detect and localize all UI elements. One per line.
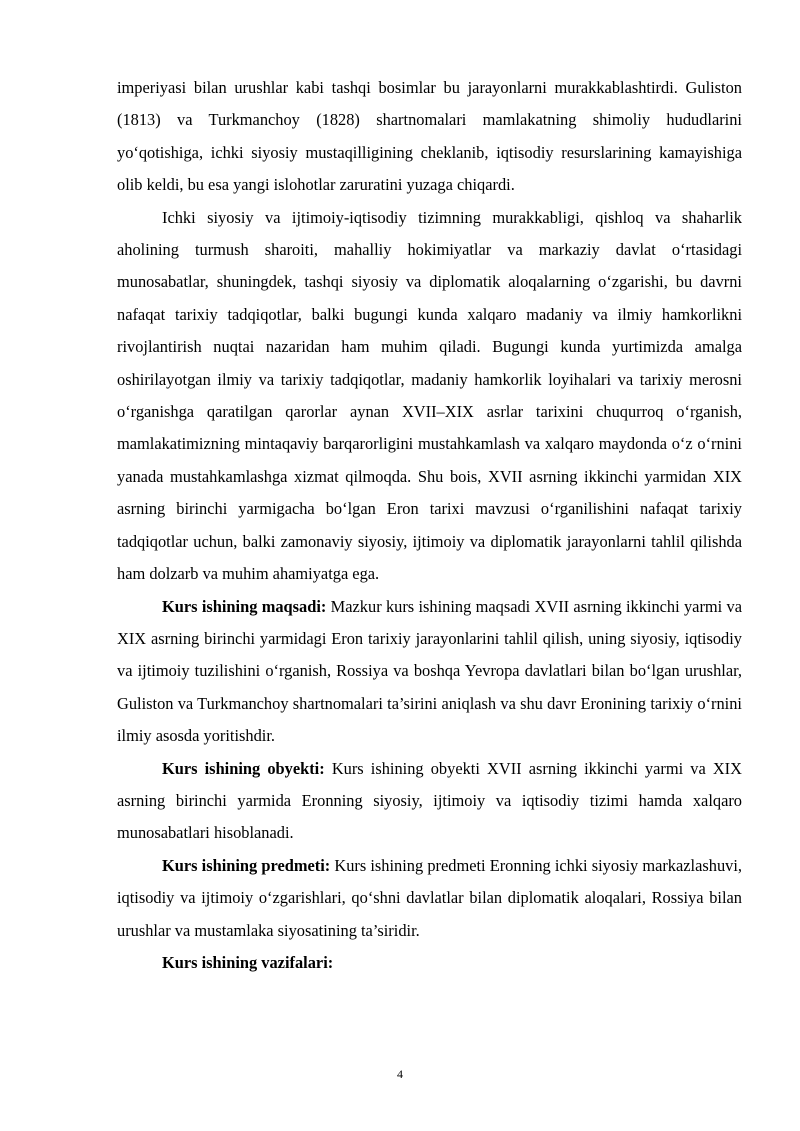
paragraph-object: [117, 753, 742, 850]
paragraph-lead: Kurs ishining predmeti:: [162, 855, 331, 875]
paragraph-tasks-heading: [117, 947, 742, 979]
page-number: 4: [397, 1067, 403, 1081]
paragraph-lead: Kurs ishining maqsadi:: [162, 596, 327, 616]
paragraph-text: Kurs ishining predmeti Eronning ichki siyosiy markazlashuvi, iqtisodiy va ijtimoiy o‘zgarishlari, qo‘shni davlatlar bilan diplomatik aloqalari, Rossiya bilan urushlar va mustamlaka siyosatining ta’siridir.: [117, 855, 742, 940]
document-body: [117, 72, 742, 979]
paragraph-continuation: [117, 72, 742, 202]
paragraph-lead: Kurs ishining obyekti:: [162, 758, 325, 778]
paragraph-text: imperiyasi bilan urushlar kabi tashqi bosimlar bu jarayonlarni murakkablashtirdi. Guliston (1813) va Turkmanchoy (1828) shartnomalari mamlakatning shimoliy hududlarini yo‘qotishiga, ichki siyosiy mustaqilligining cheklanib, iqtisodiy resurslarining kamayishiga olib keldi, bu esa yangi islohotlar zaruratini yuzaga chiqardi.: [117, 78, 742, 195]
paragraph-text: Mazkur kurs ishining maqsadi XVII asrning ikkinchi yarmi va XIX asrning birinchi yarmidagi Eron tarixiy jarayonlarini tahlil qilish, uning siyosiy, iqtisodiy va ijtimoiy tuzilishini o‘rganish, Rossiya va boshqa Yevropa davlatlari bilan bo‘lgan urushlar, Guliston va Turkmanchoy shartnomalari ta’sirini aniqlash va shu davr Eronining tarixiy o‘rnini ilmiy asosda yoritishdir.: [117, 596, 742, 746]
paragraph-text: Kurs ishining obyekti XVII asrning ikkinchi yarmi va XIX asrning birinchi yarmida Eronning siyosiy, ijtimoiy va iqtisodiy tizimi hamda xalqaro munosabatlari hisoblanadi.: [117, 758, 742, 843]
paragraph-subject: [117, 850, 742, 947]
paragraph-context: [117, 202, 742, 591]
paragraph-text: Ichki siyosiy va ijtimoiy-iqtisodiy tizimning murakkabligi, qishloq va shaharlik aholining turmush sharoiti, mahalliy hokimiyatlar va markaziy davlat o‘rtasidagi munosabatlar, shuningdek, tashqi siyosiy va diplomatik aloqalarning o‘zgarishi, bu davrni nafaqat tarixiy tadqiqotlar, balki bugungi kunda xalqaro madaniy va ilmiy hamkorlikni rivojlantirish nuqtai nazaridan ham muhim qiladi. Bugungi kunda yurtimizda amalga oshirilayotgan ilmiy va tarixiy tadqiqotlar, madaniy hamkorlik loyihalari va tarixiy merosni o‘rganishga qaratilgan qarorlar aynan XVII–XIX asrlar tarixini chuqurroq o‘rganish, mamlakatimizning mintaqaviy barqarorligini mustahkamlash va xalqaro maydonda o‘z o‘rnini yanada mustahkamlashga xizmat qilmoqda. Shu bois, XVII asrning ikkinchi yarmidan XIX asrning birinchi yarmigacha bo‘lgan Eron tarixi mavzusi o‘rganilishini nafaqat tarixiy tadqiqotlar uchun, balki zamonaviy siyosiy, ijtimoiy va diplomatik jarayonlarni tahlil qilishda ham dolzarb va muhim ahamiyatga ega.: [117, 207, 742, 584]
paragraph-goal: [117, 591, 742, 753]
paragraph-lead: Kurs ishining vazifalari:: [162, 952, 334, 972]
